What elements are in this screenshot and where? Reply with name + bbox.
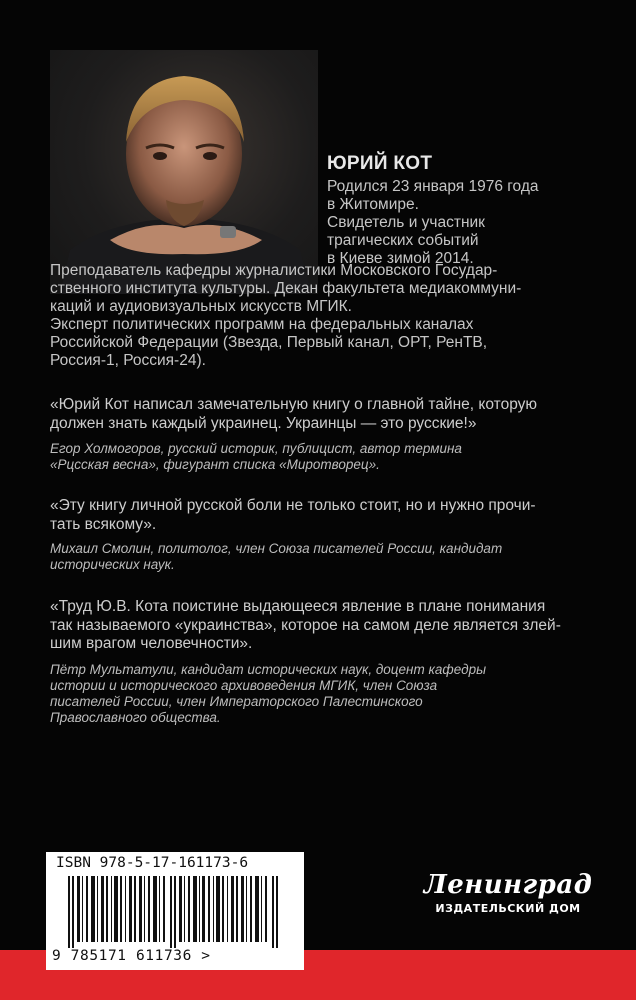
quote-1-attribution <box>50 441 610 473</box>
quote-1 <box>50 396 610 433</box>
quote-line: тать всякому». <box>50 515 157 533</box>
author-portrait-illustration <box>50 50 318 294</box>
isbn-label: ISBN 978-5-17-161173-6 <box>56 855 249 871</box>
barcode-digits: 9 785171 611736 > <box>52 948 211 964</box>
quote-line: «Труд Ю.В. Кота поистине выдающееся явление в плане понимания <box>50 598 546 615</box>
bio-line: Родился 23 января 1976 года <box>327 178 539 195</box>
barcode-bars <box>68 876 282 948</box>
quote-line: так называемого «украинства», которое на самом деле является злей- <box>50 616 561 634</box>
attribution-line: Михаил Смолин, политолог, член Союза писателей России, кандидат <box>50 541 503 556</box>
quote-line: шим врагом человечности». <box>50 635 253 652</box>
quote-line: должен знать каждый украинец. Украинцы — это русские!» <box>50 414 477 432</box>
bio-line: трагических событий <box>327 232 479 249</box>
author-bio-short <box>327 178 617 268</box>
isbn-barcode <box>46 852 304 970</box>
bio-line: Преподаватель кафедры журналистики Московского Государ- <box>50 262 498 279</box>
quote-line: «Эту книгу личной русской боли не только стоит, но и нужно прочи- <box>50 497 536 514</box>
quote-2-attribution <box>50 541 610 573</box>
bio-line: Свидетель и участник <box>327 214 485 231</box>
quote-3 <box>50 598 610 654</box>
attribution-line: Егор Холмогоров, русский историк, публицист, автор термина <box>50 441 462 456</box>
bio-line: в Житомире. <box>327 196 419 213</box>
publisher-logo <box>418 870 598 915</box>
bio-line: в Киеве зимой 2014. <box>327 250 474 267</box>
bio-line: ственного института культуры. Декан факультета медиакоммуни- <box>50 280 522 297</box>
attribution-line: «Рцсская весна», фигурант списка «Миротворец». <box>50 457 380 472</box>
bio-line: каций и аудиовизуальных искусств МГИК. <box>50 298 352 315</box>
bio-line: Россия-1, Россия-24). <box>50 352 206 369</box>
bio-line: Эксперт политических программ на федеральных каналах <box>50 316 474 333</box>
author-bio-wide <box>50 262 610 370</box>
author-photo <box>50 50 318 294</box>
attribution-line: Пётр Мультатули, кандидат исторических наук, доцент кафедры <box>50 662 487 677</box>
author-name: ЮРИЙ КОТ <box>327 153 433 174</box>
publisher-name: Ленинград <box>423 870 593 900</box>
bio-line: Российской Федерации (Звезда, Первый канал, ОРТ, РенТВ, <box>50 334 488 351</box>
quote-3-attribution <box>50 662 610 726</box>
attribution-line: исторических наук. <box>50 557 175 572</box>
publisher-subtitle: ИЗДАТЕЛЬСКИЙ ДОМ <box>435 902 581 915</box>
quote-line: «Юрий Кот написал замечательную книгу о главной тайне, которую <box>50 396 538 413</box>
attribution-line: истории и исторического архивоведения МГИК, член Союза <box>50 678 438 693</box>
attribution-line: писателей России, член Императорского Палестинского <box>50 694 423 709</box>
quote-2 <box>50 497 610 534</box>
attribution-line: Православного общества. <box>50 710 221 725</box>
